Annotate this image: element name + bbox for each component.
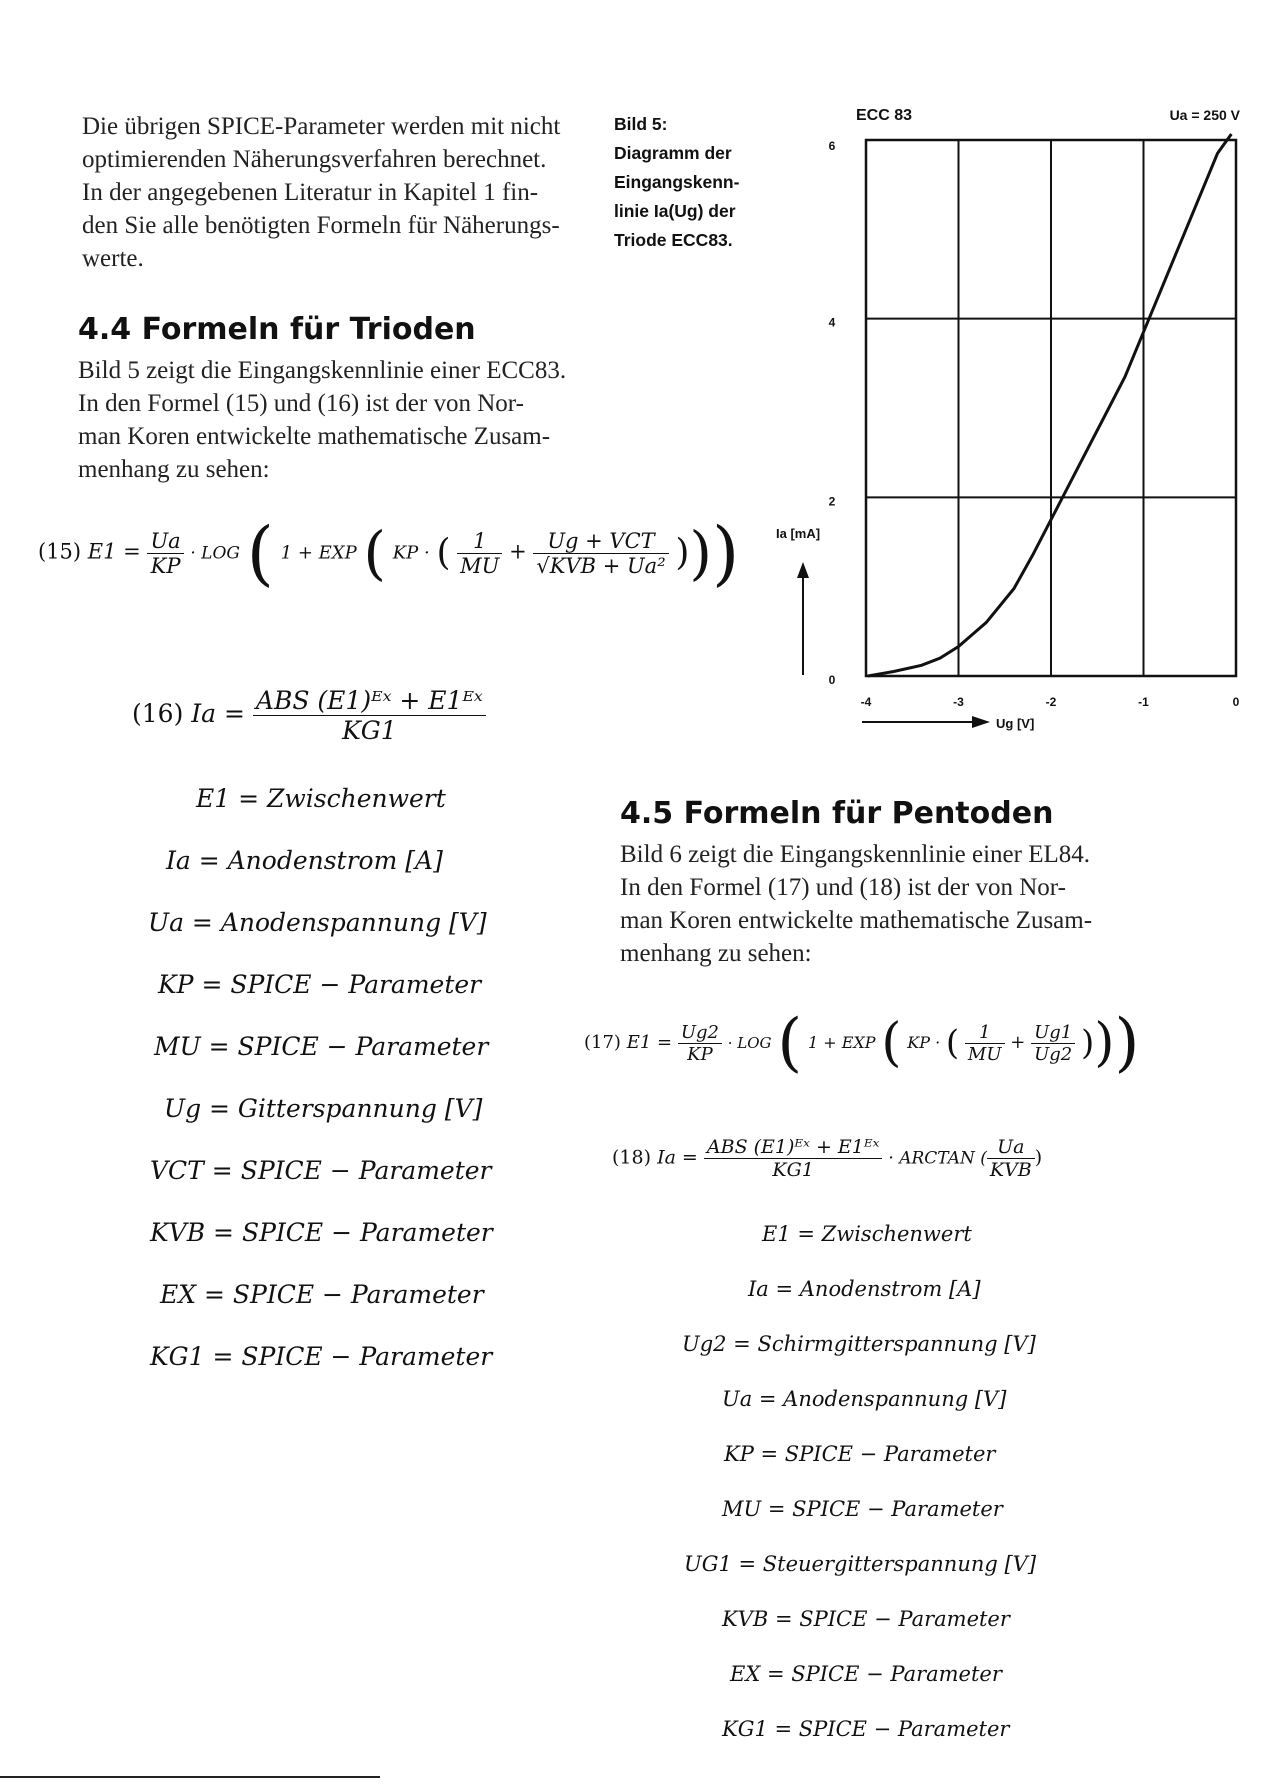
y-tick-label: 2 bbox=[828, 494, 836, 509]
kp-term: KP · bbox=[907, 1033, 941, 1052]
intro-line: Die übrigen SPICE-Parameter werden mit nicht bbox=[82, 113, 561, 140]
paren-open: ( bbox=[363, 519, 387, 587]
plus-sign: + bbox=[1010, 1032, 1026, 1053]
caption-line: Diagramm der bbox=[614, 143, 732, 163]
fraction-denominator: √KVB + Ua² bbox=[533, 553, 668, 578]
arctan-operator: · ARCTAN ( bbox=[888, 1148, 987, 1169]
x-axis-arrow bbox=[862, 716, 990, 728]
pentode-line: In den Formel (17) und (18) ist der von Nor- bbox=[620, 874, 1066, 901]
definition: UG1 = Steuergitterspannung [V] bbox=[684, 1552, 1037, 1576]
formula-lhs: E1 = bbox=[626, 1032, 673, 1053]
caption-line: Triode ECC83. bbox=[614, 230, 733, 250]
paren-close: ) bbox=[689, 519, 712, 587]
paren-close: ) bbox=[1094, 1013, 1115, 1073]
formula-label: (17) bbox=[584, 1032, 621, 1053]
footer-rule bbox=[0, 1776, 380, 1778]
formula-15 bbox=[38, 512, 739, 594]
fraction bbox=[1031, 1022, 1075, 1065]
x-axis-label: Ug [V] bbox=[996, 716, 1035, 731]
triode-paragraph bbox=[78, 354, 566, 486]
triode-line: Bild 5 zeigt die Eingangskennlinie einer ECC83. bbox=[78, 357, 567, 384]
kp-term: KP · bbox=[392, 542, 430, 564]
chart-subtitle: Ua = 250 V bbox=[1169, 107, 1240, 123]
x-tick-label: -4 bbox=[860, 695, 872, 709]
fraction bbox=[457, 529, 502, 578]
x-tick-label: -2 bbox=[1045, 695, 1057, 709]
paren-open-small: ( bbox=[436, 532, 451, 574]
fraction-denominator: MU bbox=[457, 553, 502, 578]
definition: MU = SPICE − Parameter bbox=[154, 1032, 489, 1061]
fraction-numerator: Ua bbox=[997, 1136, 1025, 1158]
fraction-numerator: Ug2 bbox=[680, 1021, 719, 1043]
y-axis-arrow bbox=[797, 562, 809, 675]
fraction-numerator: Ug + VCT bbox=[547, 528, 655, 553]
big-paren-open: ( bbox=[246, 512, 274, 594]
fraction-denominator: MU bbox=[965, 1043, 1005, 1065]
intro-line: In der angegebenen Literatur in Kapitel 1 fin- bbox=[82, 179, 539, 206]
definition: VCT = SPICE − Parameter bbox=[150, 1156, 492, 1185]
y-axis-label: Ia [mA] bbox=[776, 526, 821, 541]
big-paren-close: ) bbox=[712, 512, 740, 594]
definition: MU = SPICE − Parameter bbox=[722, 1497, 1003, 1521]
definition: KG1 = SPICE − Parameter bbox=[150, 1342, 493, 1371]
paren-open-small: ( bbox=[945, 1023, 960, 1063]
paren-close: ) bbox=[1080, 1023, 1095, 1063]
pentode-line: Bild 6 zeigt die Eingangskennlinie einer EL84. bbox=[620, 841, 1091, 868]
chart-ecc83 bbox=[770, 100, 1250, 740]
intro-paragraph bbox=[82, 110, 560, 275]
x-tick-label: -1 bbox=[1138, 695, 1149, 709]
definition: Ia = Anodenstrom [A] bbox=[748, 1277, 981, 1301]
definition: EX = SPICE − Parameter bbox=[160, 1280, 484, 1309]
fraction-denominator: KVB bbox=[987, 1158, 1035, 1181]
log-operator: · LOG bbox=[190, 543, 240, 564]
y-tick-labels bbox=[829, 139, 836, 687]
formula-label: (16) bbox=[132, 699, 184, 728]
paren-close: ) bbox=[675, 532, 690, 574]
one-plus-exp: 1 + EXP bbox=[807, 1033, 876, 1052]
definition: KVB = SPICE − Parameter bbox=[722, 1607, 1010, 1631]
x-tick-labels bbox=[861, 695, 1240, 709]
big-paren-open: ( bbox=[777, 1006, 803, 1080]
fraction bbox=[965, 1022, 1005, 1065]
fraction-numerator: 1 bbox=[473, 528, 487, 553]
y-tick-label: 4 bbox=[828, 315, 836, 330]
definition: E1 = Zwischenwert bbox=[762, 1222, 972, 1246]
y-tick-label: 0 bbox=[828, 673, 836, 687]
pentode-line: menhang zu sehen: bbox=[620, 940, 812, 967]
x-tick-label: 0 bbox=[1232, 695, 1240, 709]
fraction-denominator: KP bbox=[147, 553, 183, 578]
caption-line: Eingangskenn- bbox=[614, 172, 740, 192]
big-paren-close: ) bbox=[1114, 1006, 1140, 1080]
definition: Ug2 = Schirmgitterspannung [V] bbox=[682, 1332, 1036, 1356]
fraction-numerator: Ua bbox=[150, 528, 181, 553]
fraction-numerator: Ug1 bbox=[1034, 1021, 1073, 1043]
section-heading-triode: 4.4 Formeln für Trioden bbox=[78, 312, 476, 347]
triode-line: menhang zu sehen: bbox=[78, 456, 270, 483]
formula-18 bbox=[612, 1136, 1042, 1181]
fraction-numerator: 1 bbox=[979, 1021, 991, 1043]
formula-label: (18) bbox=[612, 1146, 652, 1169]
x-tick-label: -3 bbox=[953, 695, 964, 709]
definition: Ua = Anodenspannung [V] bbox=[148, 908, 487, 937]
chart-grid bbox=[866, 140, 1236, 676]
fraction-denominator: KG1 bbox=[704, 1158, 882, 1181]
definition: E1 = Zwischenwert bbox=[196, 784, 446, 813]
formula-label: (15) bbox=[38, 539, 82, 564]
formula-lhs: E1 = bbox=[87, 539, 141, 564]
fraction bbox=[533, 529, 668, 578]
section-heading-pentode: 4.5 Formeln für Pentoden bbox=[620, 796, 1054, 831]
fraction-denominator: Ug2 bbox=[1031, 1043, 1075, 1065]
intro-line: den Sie alle benötigten Formeln für Näherungs- bbox=[82, 212, 560, 239]
chart-title: ECC 83 bbox=[856, 107, 913, 124]
formula-17 bbox=[584, 1006, 1140, 1080]
fraction-denominator: KP bbox=[678, 1043, 722, 1065]
one-plus-exp: 1 + EXP bbox=[280, 542, 357, 564]
series-line bbox=[868, 134, 1232, 676]
formula-16 bbox=[132, 686, 486, 745]
paren-open: ( bbox=[881, 1013, 902, 1073]
fraction bbox=[704, 1136, 882, 1181]
definition: Ug = Gitterspannung [V] bbox=[164, 1094, 483, 1123]
triode-line: man Koren entwickelte mathematische Zusam- bbox=[78, 423, 551, 450]
definition: Ia = Anodenstrom [A] bbox=[166, 846, 443, 875]
plus-sign: + bbox=[509, 539, 527, 564]
formula-lhs: Ia = bbox=[657, 1146, 698, 1169]
intro-line: optimierenden Näherungsverfahren berechnet. bbox=[82, 146, 547, 173]
fraction-denominator: KG1 bbox=[253, 715, 486, 745]
paren-close: ) bbox=[1034, 1146, 1043, 1169]
definition: KG1 = SPICE − Parameter bbox=[722, 1717, 1010, 1741]
fraction bbox=[987, 1136, 1035, 1181]
fraction bbox=[253, 686, 486, 745]
figure-caption bbox=[614, 110, 739, 255]
definition: KVB = SPICE − Parameter bbox=[150, 1218, 493, 1247]
caption-line: linie Ia(Ug) der bbox=[614, 201, 736, 221]
triode-line: In den Formel (15) und (16) ist der von Nor- bbox=[78, 390, 524, 417]
fraction bbox=[147, 529, 183, 578]
intro-line: werte. bbox=[82, 245, 144, 272]
definition: EX = SPICE − Parameter bbox=[730, 1662, 1002, 1686]
pentode-line: man Koren entwickelte mathematische Zusam- bbox=[620, 907, 1093, 934]
definition: Ua = Anodenspannung [V] bbox=[722, 1387, 1007, 1411]
definition: KP = SPICE − Parameter bbox=[724, 1442, 996, 1466]
fraction-numerator: ABS (E1)ᴱˣ + E1ᴱˣ bbox=[706, 1136, 880, 1158]
fraction bbox=[678, 1022, 722, 1065]
fraction-numerator: ABS (E1)ᴱˣ + E1ᴱˣ bbox=[255, 686, 483, 715]
formula-lhs: Ia = bbox=[191, 699, 245, 728]
pentode-paragraph bbox=[620, 838, 1092, 970]
caption-line: Bild 5: bbox=[614, 114, 668, 134]
y-tick-label: 6 bbox=[828, 139, 836, 153]
definition: KP = SPICE − Parameter bbox=[158, 970, 482, 999]
log-operator: · LOG bbox=[727, 1034, 772, 1052]
